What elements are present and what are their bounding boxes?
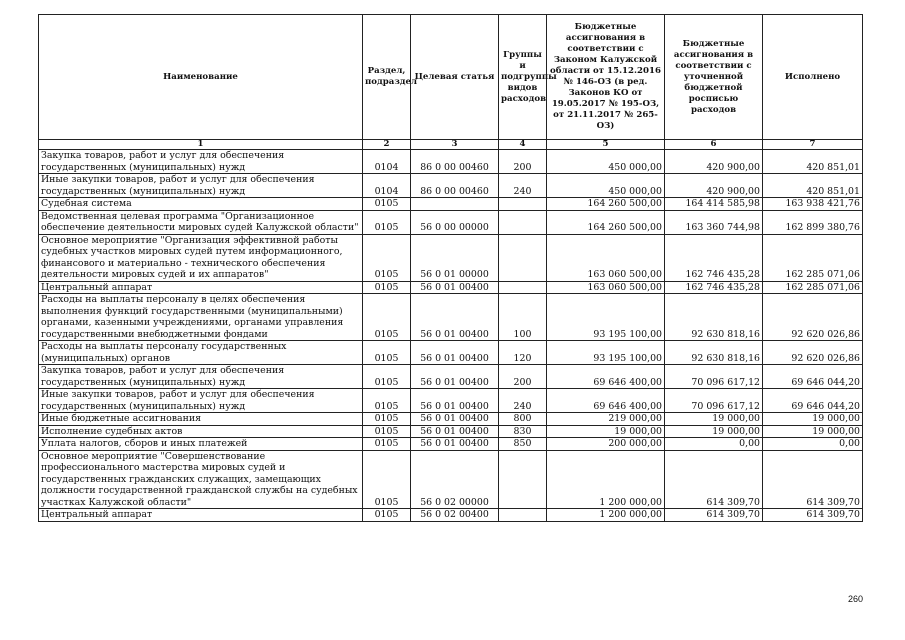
- row-expense-group: [499, 450, 547, 509]
- row-expense-group: 800: [499, 413, 547, 426]
- table-row: [39, 198, 863, 211]
- row-law-amount: 450 000,00: [547, 150, 665, 174]
- row-expense-group: 200: [499, 150, 547, 174]
- row-refined-amount: 0,00: [665, 438, 763, 451]
- row-expense-group: [499, 234, 547, 281]
- row-law-amount: 69 646 400,00: [547, 389, 665, 413]
- row-law-amount: 93 195 100,00: [547, 294, 665, 341]
- row-refined-amount: 92 630 818,16: [665, 294, 763, 341]
- row-section: 0104: [363, 150, 411, 174]
- column-number: 6: [665, 140, 763, 150]
- row-executed-amount: 614 309,70: [763, 450, 863, 509]
- row-section: 0105: [363, 198, 411, 211]
- row-refined-amount: 19 000,00: [665, 425, 763, 438]
- row-section: 0105: [363, 438, 411, 451]
- table-row: [39, 425, 863, 438]
- row-target-article: 86 0 00 00460: [411, 174, 499, 198]
- row-target-article: 56 0 02 00000: [411, 450, 499, 509]
- row-law-amount: 1 200 000,00: [547, 450, 665, 509]
- column-number-row: [39, 140, 863, 150]
- row-name: Центральный аппарат: [39, 509, 363, 522]
- column-number: 7: [763, 140, 863, 150]
- row-section: 0105: [363, 413, 411, 426]
- row-executed-amount: 162 285 071,06: [763, 234, 863, 281]
- row-section: 0105: [363, 210, 411, 234]
- header-expense-group: Группы и подгруппы видов расходов: [499, 15, 547, 140]
- row-expense-group: 850: [499, 438, 547, 451]
- row-refined-amount: 420 900,00: [665, 150, 763, 174]
- row-target-article: 56 0 01 00400: [411, 425, 499, 438]
- row-executed-amount: 0,00: [763, 438, 863, 451]
- header-executed: Исполнено: [763, 15, 863, 140]
- row-expense-group: [499, 210, 547, 234]
- row-target-article: 56 0 01 00400: [411, 281, 499, 294]
- table-row: [39, 438, 863, 451]
- row-refined-amount: 162 746 435,28: [665, 281, 763, 294]
- row-executed-amount: 19 000,00: [763, 413, 863, 426]
- table-row: [39, 341, 863, 365]
- table-row: [39, 234, 863, 281]
- row-target-article: [411, 198, 499, 211]
- row-name: Закупка товаров, работ и услуг для обеспечения государственных (муниципальных) нужд: [39, 150, 363, 174]
- table-row: [39, 365, 863, 389]
- row-executed-amount: 614 309,70: [763, 509, 863, 522]
- row-law-amount: 19 000,00: [547, 425, 665, 438]
- header-name: Наименование: [39, 15, 363, 140]
- row-executed-amount: 19 000,00: [763, 425, 863, 438]
- row-expense-group: 240: [499, 389, 547, 413]
- row-executed-amount: 69 646 044,20: [763, 365, 863, 389]
- header-section: Раздел, подраздел: [363, 15, 411, 140]
- row-name: Основное мероприятие "Совершенствование профессионального мастерства мировых судей и государственных гражданских служащих, замещающих должности государственной гражданской службы на судебных участках Калужской области": [39, 450, 363, 509]
- row-name: Иные закупки товаров, работ и услуг для обеспечения государственных (муниципальных) нужд: [39, 174, 363, 198]
- row-law-amount: 219 000,00: [547, 413, 665, 426]
- row-executed-amount: 69 646 044,20: [763, 389, 863, 413]
- row-refined-amount: 70 096 617,12: [665, 365, 763, 389]
- row-target-article: 86 0 00 00460: [411, 150, 499, 174]
- row-expense-group: 100: [499, 294, 547, 341]
- row-name: Центральный аппарат: [39, 281, 363, 294]
- row-target-article: 56 0 02 00400: [411, 509, 499, 522]
- row-section: 0105: [363, 365, 411, 389]
- row-expense-group: [499, 198, 547, 211]
- row-law-amount: 164 260 500,00: [547, 198, 665, 211]
- row-expense-group: [499, 281, 547, 294]
- header-law-allocations: Бюджетные ассигнования в соответствии с Законом Калужской области от 15.12.2016 № 146-ОЗ (в ред. Законов КО от 19.05.2017 № 195-ОЗ, от 21.11.2017 № 265-ОЗ): [547, 15, 665, 140]
- row-target-article: 56 0 01 00400: [411, 389, 499, 413]
- row-refined-amount: 70 096 617,12: [665, 389, 763, 413]
- row-name: Исполнение судебных актов: [39, 425, 363, 438]
- row-law-amount: 163 060 500,00: [547, 281, 665, 294]
- row-refined-amount: 420 900,00: [665, 174, 763, 198]
- table-row: [39, 210, 863, 234]
- table-row: [39, 450, 863, 509]
- row-expense-group: [499, 509, 547, 522]
- header-target-article: Целевая статья: [411, 15, 499, 140]
- row-expense-group: 240: [499, 174, 547, 198]
- row-name: Иные закупки товаров, работ и услуг для обеспечения государственных (муниципальных) нужд: [39, 389, 363, 413]
- row-target-article: 56 0 01 00400: [411, 438, 499, 451]
- row-law-amount: 200 000,00: [547, 438, 665, 451]
- row-name: Ведомственная целевая программа "Организационное обеспечение деятельности мировых судей Калужской области": [39, 210, 363, 234]
- row-refined-amount: 163 360 744,98: [665, 210, 763, 234]
- row-executed-amount: 162 899 380,76: [763, 210, 863, 234]
- row-expense-group: 120: [499, 341, 547, 365]
- row-refined-amount: 164 414 585,98: [665, 198, 763, 211]
- row-name: Судебная система: [39, 198, 363, 211]
- row-executed-amount: 163 938 421,76: [763, 198, 863, 211]
- row-name: Расходы на выплаты персоналу в целях обеспечения выполнения функций государственными (муниципальными) органами, казенными учреждениями, органами управления государственными внебюджетными фондами: [39, 294, 363, 341]
- row-target-article: 56 0 01 00400: [411, 341, 499, 365]
- header-refined-allocations: Бюджетные ассигнования в соответствии с уточненной бюджетной росписью расходов: [665, 15, 763, 140]
- row-law-amount: 164 260 500,00: [547, 210, 665, 234]
- table-row: [39, 281, 863, 294]
- row-executed-amount: 92 620 026,86: [763, 294, 863, 341]
- row-executed-amount: 92 620 026,86: [763, 341, 863, 365]
- row-expense-group: 200: [499, 365, 547, 389]
- row-refined-amount: 614 309,70: [665, 509, 763, 522]
- row-target-article: 56 0 01 00400: [411, 294, 499, 341]
- column-number: 1: [39, 140, 363, 150]
- row-name: Уплата налогов, сборов и иных платежей: [39, 438, 363, 451]
- row-section: 0105: [363, 234, 411, 281]
- row-expense-group: 830: [499, 425, 547, 438]
- page-number: 260: [847, 594, 863, 604]
- row-target-article: 56 0 01 00400: [411, 413, 499, 426]
- row-section: 0105: [363, 389, 411, 413]
- row-law-amount: 450 000,00: [547, 174, 665, 198]
- row-refined-amount: 92 630 818,16: [665, 341, 763, 365]
- row-law-amount: 1 200 000,00: [547, 509, 665, 522]
- row-section: 0105: [363, 281, 411, 294]
- row-target-article: 56 0 00 00000: [411, 210, 499, 234]
- row-target-article: 56 0 01 00400: [411, 365, 499, 389]
- budget-table: [38, 14, 863, 522]
- table-row: [39, 294, 863, 341]
- row-section: 0105: [363, 450, 411, 509]
- row-law-amount: 163 060 500,00: [547, 234, 665, 281]
- row-name: Закупка товаров, работ и услуг для обеспечения государственных (муниципальных) нужд: [39, 365, 363, 389]
- row-refined-amount: 614 309,70: [665, 450, 763, 509]
- row-law-amount: 69 646 400,00: [547, 365, 665, 389]
- row-name: Основное мероприятие "Организация эффективной работы судебных участков мировых судей путем информационного, финансового и материально - технического обеспечения деятельности мировых судей и их аппаратов": [39, 234, 363, 281]
- column-number: 2: [363, 140, 411, 150]
- row-refined-amount: 162 746 435,28: [665, 234, 763, 281]
- row-section: 0105: [363, 425, 411, 438]
- table-row: [39, 413, 863, 426]
- row-executed-amount: 420 851,01: [763, 150, 863, 174]
- table-row: [39, 389, 863, 413]
- column-number: 5: [547, 140, 665, 150]
- header-row: [39, 15, 863, 140]
- table-row: [39, 509, 863, 522]
- row-section: 0105: [363, 341, 411, 365]
- row-name: Расходы на выплаты персоналу государственных (муниципальных) органов: [39, 341, 363, 365]
- table-body: [39, 150, 863, 522]
- row-refined-amount: 19 000,00: [665, 413, 763, 426]
- row-section: 0105: [363, 509, 411, 522]
- table-row: [39, 174, 863, 198]
- row-executed-amount: 420 851,01: [763, 174, 863, 198]
- table-row: [39, 150, 863, 174]
- row-name: Иные бюджетные ассигнования: [39, 413, 363, 426]
- column-number: 3: [411, 140, 499, 150]
- row-executed-amount: 162 285 071,06: [763, 281, 863, 294]
- row-law-amount: 93 195 100,00: [547, 341, 665, 365]
- row-target-article: 56 0 01 00000: [411, 234, 499, 281]
- column-number: 4: [499, 140, 547, 150]
- row-section: 0105: [363, 294, 411, 341]
- row-section: 0104: [363, 174, 411, 198]
